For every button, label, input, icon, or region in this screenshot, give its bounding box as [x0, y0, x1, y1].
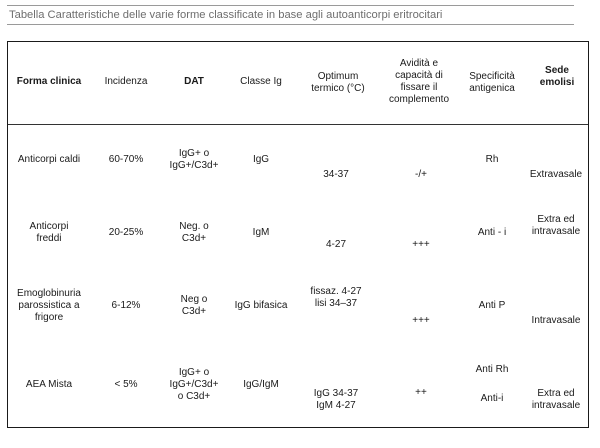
row4-optimum: IgG 34-37 IgM 4-27 [313, 388, 359, 411]
row1-specificita: Rh [485, 154, 499, 165]
row2-avidita: +++ [412, 239, 430, 250]
header-optimum-termico: Optimum termico (°C) [311, 71, 365, 94]
row2-dat: Neg. o C3d+ [179, 221, 209, 244]
row2-classe: IgM [252, 227, 270, 238]
row1-optimum: 34-37 [323, 169, 349, 180]
table-caption: Tabella Caratteristiche delle varie forme classificate in base agli autoanticorpi eritrocitari [9, 9, 443, 21]
row1-avidita: -/+ [415, 169, 427, 180]
row3-specificita: Anti P [478, 300, 506, 311]
header-sede-emolisi: Sede emolisi [539, 65, 575, 88]
row3-incidenza: 6-12% [111, 300, 141, 311]
header-specificita: Specificità antigenica [469, 71, 515, 94]
caption-underline [7, 24, 574, 25]
row3-classe: IgG bifasica [234, 300, 288, 311]
row1-incidenza: 60-70% [108, 154, 144, 165]
header-avidita: Avidità e capacità di fissare il complemento [388, 58, 450, 105]
row3-forma: Emoglobinuria parossistica a frigore [17, 288, 81, 323]
header-incidenza: Incidenza [104, 76, 148, 87]
row2-incidenza: 20-25% [108, 227, 144, 238]
row2-sede: Extra ed intravasale [531, 214, 581, 237]
row2-specificita: Anti - i [477, 227, 507, 238]
top-rule [7, 5, 574, 6]
row4-classe: IgG/IgM [243, 379, 279, 390]
row2-forma: Anticorpi freddi [29, 221, 69, 244]
row4-dat: IgG+ o IgG+/C3d+ o C3d+ [169, 367, 219, 402]
row1-dat: IgG+ o IgG+/C3d+ [169, 148, 219, 171]
row4-incidenza: < 5% [114, 379, 138, 390]
row4-specificita-1: Anti Rh [475, 364, 509, 375]
row3-avidita: +++ [412, 315, 430, 326]
row1-classe: IgG [252, 154, 270, 165]
row1-sede: Extravasale [529, 169, 583, 180]
row4-avidita: ++ [415, 387, 427, 398]
header-dat: DAT [184, 76, 204, 87]
row4-forma: AEA Mista [25, 379, 73, 390]
row4-sede: Extra ed intravasale [531, 388, 581, 411]
row1-forma: Anticorpi caldi [17, 154, 81, 165]
row3-sede: Intravasale [531, 315, 581, 326]
row4-specificita-2: Anti-i [480, 393, 504, 404]
characteristics-table [7, 41, 589, 428]
header-forma-clinica: Forma clinica [16, 76, 82, 87]
header-classe-ig: Classe Ig [240, 76, 282, 87]
row2-optimum: 4-27 [325, 239, 347, 250]
row3-dat: Neg o C3d+ [180, 294, 208, 317]
header-separator [8, 124, 588, 125]
row3-optimum: fissaz. 4-27 lisi 34–37 [310, 286, 362, 309]
